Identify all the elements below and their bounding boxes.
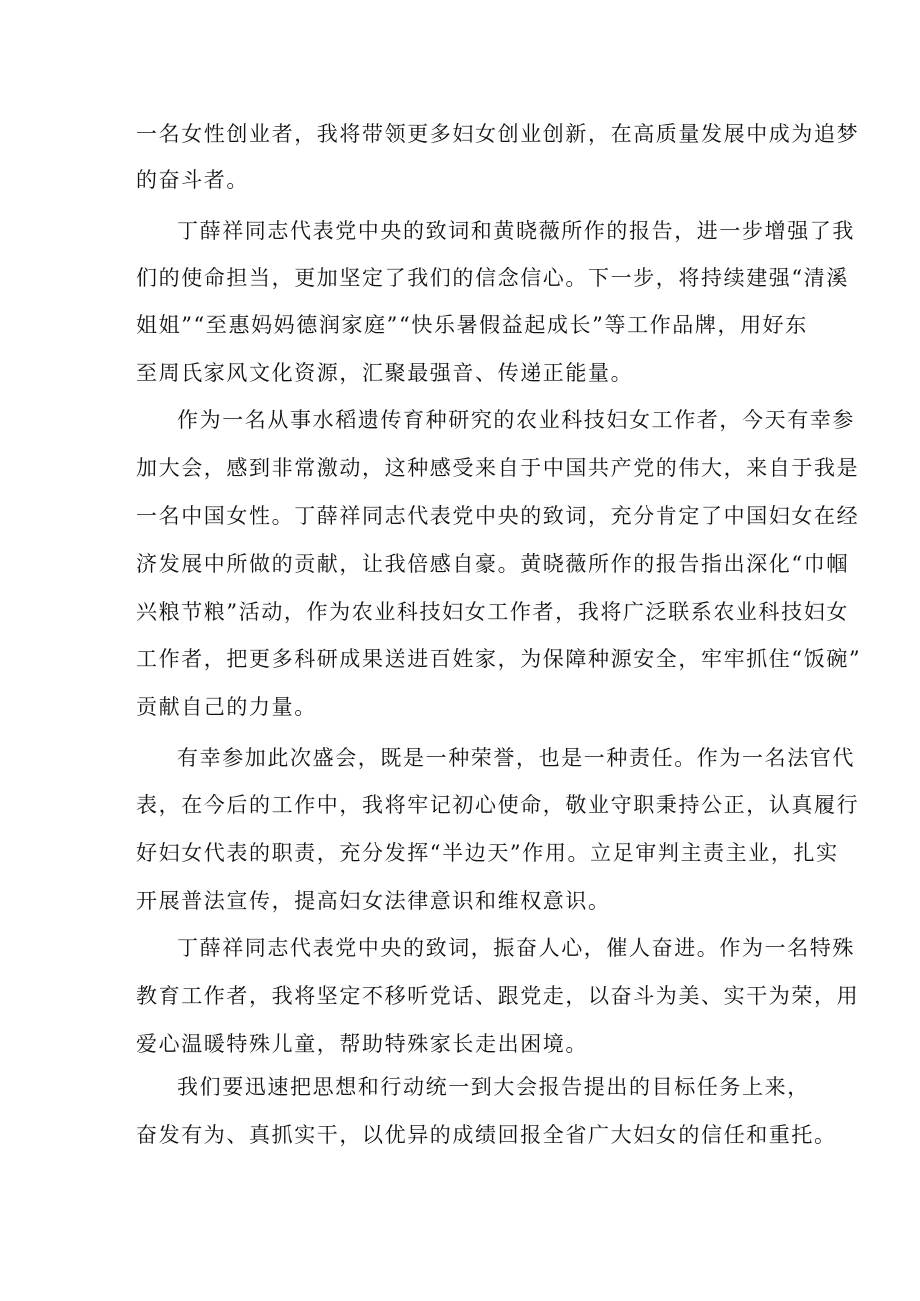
text-line: 的奋斗者。 xyxy=(136,168,249,192)
text-line: 奋发有为、真抓实干，以优异的成绩回报全省广大妇女的信任和重托。 xyxy=(136,1123,837,1147)
text-line: 我们要迅速把思想和行动统一到大会报告提出的目标任务上来， xyxy=(177,1075,810,1099)
text-line: 开展普法宣传，提高妇女法律意识和维权意识。 xyxy=(136,889,611,913)
text-line: 贡献自己的力量。 xyxy=(136,695,317,719)
text-line: 兴粮节粮”活动，作为农业科技妇女工作者，我将广泛联系农业科技妇女 xyxy=(136,600,849,624)
text-line: 工作者，把更多科研成果送进百姓家，为保障种源安全，牢牢抓住“饭碗” xyxy=(136,647,862,671)
text-line: 济发展中所做的贡献，让我倍感自豪。黄晓薇所作的报告指出深化“巾帼 xyxy=(136,552,849,576)
text-line: 表，在今后的工作中，我将牢记初心使命，敬业守职秉持公正，认真履行 xyxy=(136,793,860,817)
text-line: 一名中国女性。丁薛祥同志代表党中央的致词，充分肯定了中国妇女在经 xyxy=(136,504,860,528)
text-line: 作为一名从事水稻遗传育种研究的农业科技妇女工作者，今天有幸参 xyxy=(177,408,855,432)
text-line: 丁薛祥同志代表党中央的致词和黄晓薇所作的报告，进一步增强了我 xyxy=(177,219,855,243)
text-line: 加大会，感到非常激动，这种感受来自于中国共产党的伟大，来自于我是 xyxy=(136,456,860,480)
text-line: 爱心温暖特殊儿童，帮助特殊家长走出困境。 xyxy=(136,1032,588,1056)
text-line: 至周氏家风文化资源，汇聚最强音、传递正能量。 xyxy=(136,361,634,385)
text-line: 姐姐”“至惠妈妈德润家庭”“快乐暑假益起成长”等工作品牌，用好东 xyxy=(136,313,808,337)
text-line: 丁薛祥同志代表党中央的致词，振奋人心，催人奋进。作为一名特殊 xyxy=(177,936,855,960)
text-line: 有幸参加此次盛会，既是一种荣誉，也是一种责任。作为一名法官代 xyxy=(177,746,855,770)
text-line: 们的使命担当，更加坚定了我们的信念信心。下一步，将持续建强“清溪 xyxy=(136,266,849,290)
text-line: 好妇女代表的职责，充分发挥“半边天”作用。立足审判主责主业，扎实 xyxy=(136,841,839,865)
text-line: 教育工作者，我将坚定不移听党话、跟党走，以奋斗为美、实干为荣，用 xyxy=(136,984,860,1008)
text-line: 一名女性创业者，我将带领更多妇女创业创新，在高质量发展中成为追梦 xyxy=(136,122,860,146)
